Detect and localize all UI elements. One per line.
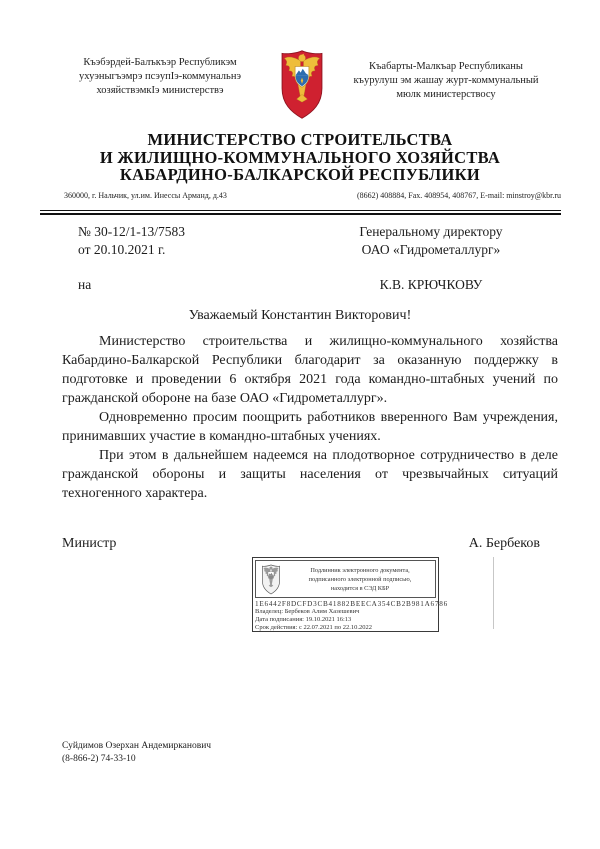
phone-email: (8662) 408884, Fax. 408954, 408767, E-mail: minstroy@kbr.ru bbox=[356, 191, 561, 200]
certificate-hash: 1E6442F8DCFD3CB41882BEECA354CB2B981A6786 bbox=[255, 600, 448, 608]
org-name-line: Къэбэрдей-Балъкъэр Республикэм bbox=[83, 57, 237, 68]
outgoing-date: от 20.10.2021 г. bbox=[78, 241, 166, 257]
digital-signature-stamp bbox=[252, 557, 448, 632]
org-name-kabardian bbox=[48, 56, 272, 98]
org-name-line: ухуэныгъэмрэ псэупIэ-коммунальнэ bbox=[79, 71, 241, 82]
contact-row bbox=[40, 191, 561, 200]
certificate-validity: Срок действия: с 22.07.2021 по 22.10.2022 bbox=[255, 624, 372, 631]
body-paragraph: Министерство строительства и жилищно-коммунального хозяйства Кабардино-Балкарской Республики благодарит за оказанную поддержку в подготовке и проведении 6 октября 2021 года командно-штабных учений по гражданской обороне на базе ОАО «Гидрометаллург». bbox=[62, 334, 558, 406]
executor-phone: (8-866-2) 74-33-10 bbox=[62, 753, 136, 764]
postal-address: 360000, г. Нальчик, ул.им. Инессы Арманд, д.43 bbox=[64, 191, 227, 200]
addressee-company: ОАО «Гидрометаллург» bbox=[361, 241, 501, 257]
addressee-name: К.В. КРЮЧКОВУ bbox=[379, 277, 483, 292]
signing-date: Дата подписания: 19.10.2021 16:13 bbox=[255, 616, 352, 623]
ministry-title-line: И ЖИЛИЩНО-КОММУНАЛЬНОГО ХОЗЯЙСТВА bbox=[99, 147, 501, 167]
stamp-emblem-icon bbox=[259, 564, 283, 595]
stamp-title-line: подписанного электронной подписью, bbox=[308, 575, 412, 583]
body-paragraph: При этом в дальнейшем надеемся на плодотворное сотрудничество в деле гражданской обороны и защиты населения от чрезвычайных ситуаций техногенного характера. bbox=[62, 448, 558, 501]
signer-position: Министр bbox=[62, 536, 117, 551]
org-name-balkar bbox=[334, 60, 558, 102]
signer-name: А. Бербеков bbox=[468, 536, 540, 551]
executor-name: Суйдимов Озерхан Андемирканович bbox=[62, 741, 212, 751]
body-paragraph: Одновременно просим поощрить работников вверенного Вам учреждения, принимавших участие в командно-штабных учениях. bbox=[62, 410, 558, 444]
stamp-title-line: Подлинник электронного документа, bbox=[310, 566, 410, 574]
stamp-title bbox=[285, 566, 435, 593]
reply-to-label: на bbox=[78, 277, 92, 292]
salutation: Уважаемый Константин Викторович! bbox=[188, 308, 412, 323]
reference-block bbox=[78, 223, 185, 258]
ministry-title bbox=[0, 131, 600, 184]
outgoing-number: № 30-12/1-13/7583 bbox=[78, 224, 185, 239]
scan-artifact-line bbox=[493, 557, 494, 629]
org-name-line: мюлк министерствосу bbox=[396, 89, 496, 100]
executor-block bbox=[62, 740, 211, 765]
stamp-header-box bbox=[255, 560, 436, 598]
signature-row bbox=[62, 536, 540, 552]
addressee-position: Генеральному директору bbox=[359, 224, 503, 239]
certificate-owner: Владелец: Бербеков Алим Хазешевич bbox=[255, 608, 360, 615]
org-name-line: Къабарты-Малкъар Республиканы bbox=[369, 61, 523, 72]
ministry-title-line: КАБАРДИНО-БАЛКАРСКОЙ РЕСПУБЛИКИ bbox=[119, 165, 481, 184]
addressee-block bbox=[350, 223, 512, 258]
stamp-title-line: находится в СЭД КБР bbox=[330, 584, 390, 592]
org-name-line: къурулуш эм жашау журт-коммунальный bbox=[353, 75, 539, 86]
letter-body bbox=[62, 332, 558, 503]
letterhead-divider bbox=[40, 210, 561, 215]
coat-of-arms-icon bbox=[279, 46, 325, 123]
ministry-title-line: МИНИСТЕРСТВО СТРОИТЕЛЬСТВА bbox=[147, 130, 453, 149]
org-name-line: хозяйствэмкIэ министерствэ bbox=[96, 85, 224, 96]
